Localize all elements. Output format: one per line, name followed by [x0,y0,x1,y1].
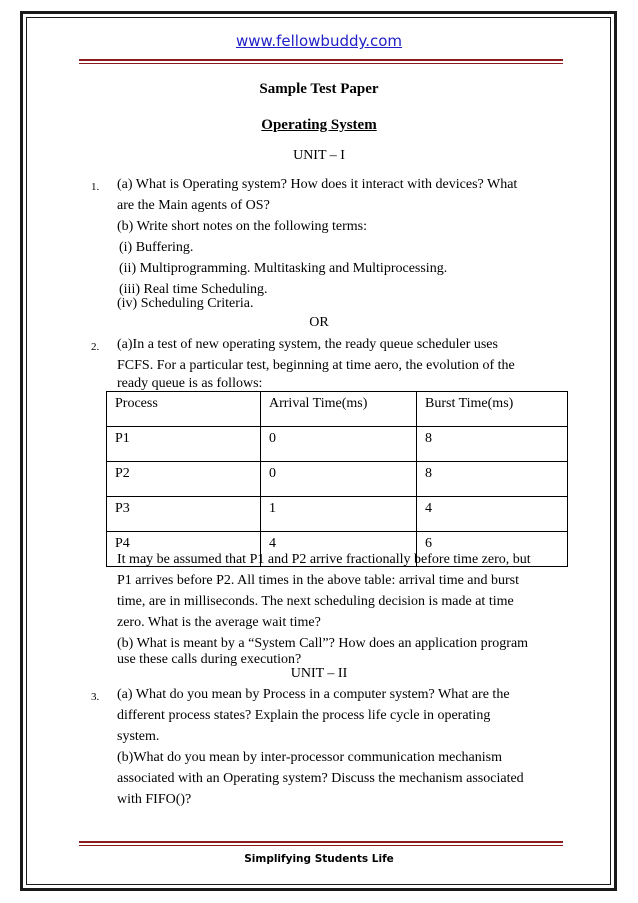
question-2-line: It may be assumed that P1 and P2 arrive fractionally before time zero, but [117,552,531,567]
table-cell: 0 [261,427,417,462]
table-header-cell: Arrival Time(ms) [261,392,417,427]
footer-rule [79,841,563,843]
question-2-line: use these calls during execution? [117,652,302,667]
table-row [107,462,568,497]
unit-2-heading: UNIT – II [290,666,348,681]
question-2-number: 2. [91,341,100,353]
unit-1-heading: UNIT – I [293,148,345,163]
question-1-line: (b) Write short notes on the following terms: [117,219,367,234]
question-2-line: zero. What is the average wait time? [117,615,321,630]
table-header-cell: Process [107,392,261,427]
question-1-line: (iv) Scheduling Criteria. [117,296,254,311]
question-1-line: (ii) Multiprogramming. Multitasking and Multiprocessing. [119,261,448,276]
question-2-line: (b) What is meant by a “System Call”? How does an application program [117,636,529,651]
paper-title: Sample Test Paper [259,81,379,97]
site-link[interactable]: www.fellowbuddy.com [235,32,403,50]
table-cell: 0 [261,462,417,497]
question-2-line: P1 arrives before P2. All times in the above table: arrival time and burst [117,573,520,588]
question-1-line: (iii) Real time Scheduling. [119,282,268,297]
table-cell: 8 [417,427,568,462]
table-cell: 4 [261,532,417,567]
footer-tagline: Simplifying Students Life [244,853,394,865]
table-cell: 1 [261,497,417,532]
question-2-line: FCFS. For a particular test, beginning at time aero, the evolution of the [117,358,515,373]
table-cell: P1 [107,427,261,462]
table-row [107,427,568,462]
question-1-line: (i) Buffering. [119,240,194,255]
question-3-line: (b)What do you mean by inter-processor communication mechanism [117,750,502,765]
table-header-row [107,392,568,427]
question-3-line: associated with an Operating system? Discuss the mechanism associated [117,771,524,786]
table-cell: P3 [107,497,261,532]
question-3-line: with FIFO()? [117,792,192,807]
question-3-line: (a) What do you mean by Process in a computer system? What are the [117,687,510,702]
question-1-line: (a) What is Operating system? How does it interact with devices? What [117,177,518,192]
table-cell: 4 [417,497,568,532]
question-3-line: different process states? Explain the process life cycle in operating [117,708,491,723]
question-2-line: (a)In a test of new operating system, the ready queue scheduler uses [117,337,498,352]
header-rule [79,59,563,61]
header-rule-thin [79,63,563,64]
question-1-line: are the Main agents of OS? [117,198,270,213]
table-cell: 6 [417,532,568,567]
table-cell: 8 [417,462,568,497]
table-row [107,497,568,532]
question-2-line: ready queue is as follows: [117,376,263,391]
question-3-number: 3. [91,691,100,703]
subject-title: Operating System [261,117,377,133]
table-cell: P4 [107,532,261,567]
table-header-cell: Burst Time(ms) [417,392,568,427]
process-table [106,391,568,567]
question-2-line: time, are in milliseconds. The next scheduling decision is made at time [117,594,514,609]
footer-rule-thin [79,845,563,846]
question-1-number: 1. [91,181,100,193]
question-3-line: system. [117,729,160,744]
or-separator: OR [309,315,329,330]
table-cell: P2 [107,462,261,497]
